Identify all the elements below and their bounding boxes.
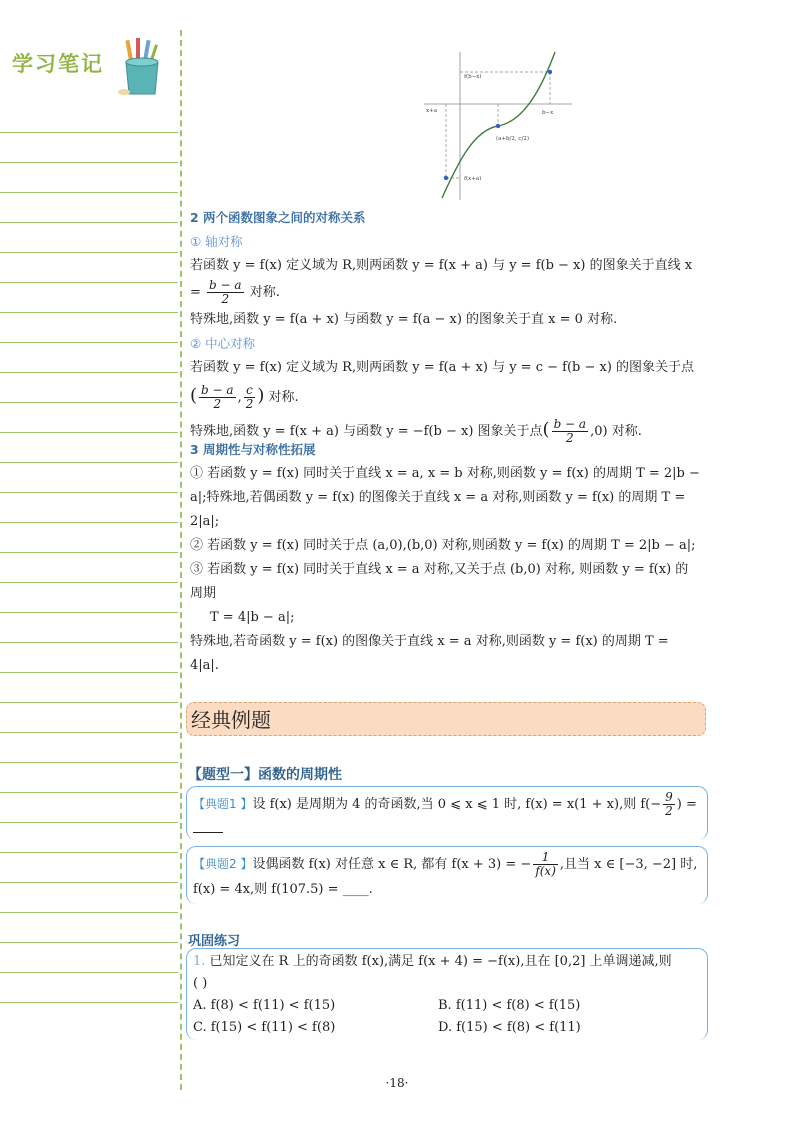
question-type-heading: 【题型一】函数的周期性 [188, 767, 342, 783]
fraction-num: b − a [201, 383, 234, 397]
question-text: 已知定义在 R 上的奇函数 f(x),满足 f(x + 4) = −f(x),且在 [0,2] 上单调递减,则 [209, 954, 672, 969]
option-a[interactable]: A. f(8) < f(11) < f(15) [193, 998, 336, 1013]
option-d[interactable]: D. f(15) < f(8) < f(11) [438, 1020, 581, 1035]
symmetry-graph [420, 48, 576, 204]
graph-label-left: x+a [426, 108, 437, 114]
fraction-den: 2 [221, 292, 230, 306]
period-line-9: 4|a|. [190, 658, 219, 673]
period-line-6: 周期 [190, 586, 217, 601]
fraction-den: f(x) [535, 864, 556, 878]
fraction-num: b − a [553, 417, 587, 431]
fraction-num: 9 [665, 790, 673, 804]
example-2-line-2: f(x) = 4x,则 f(107.5) = ____. [193, 882, 373, 897]
practice-heading: 巩固练习 [188, 934, 241, 949]
center-tail: 对称. [264, 390, 299, 405]
axis-line-1: 若函数 y = f(x) 定义域为 R,则两函数 y = f(x + a) 与 y = f(b − x) 的图象关于直线 x [190, 258, 693, 273]
fraction [244, 384, 256, 411]
examples-banner: 经典例题 [186, 702, 706, 736]
period-line-3: 2|a|; [190, 514, 220, 529]
period-line-5: ③ 若函数 y = f(x) 同时关于直线 x = a 对称,又关于点 (b,0) 对称, 则函数 y = f(x) 的 [190, 562, 689, 577]
pen-cup-icon [118, 38, 168, 98]
fraction-den: 2 [566, 431, 574, 445]
axis-line-3: 特殊地,函数 y = f(a + x) 与函数 y = f(a − x) 的图象关于直 x = 0 对称. [190, 312, 618, 327]
center-line-3-text: 特殊地,函数 y = f(x + a) 与函数 y = −f(b − x) 图象关于点 [190, 424, 543, 439]
option-b[interactable]: B. f(11) < f(8) < f(15) [438, 998, 581, 1013]
graph-label-right: b−x [542, 110, 554, 116]
center-line-1: 若函数 y = f(x) 定义域为 R,则两函数 y = f(a + x) 与 y = c − f(b − x) 的图象关于点 [190, 360, 695, 375]
example-1-label: 【典题1 】 [193, 797, 253, 811]
section-2-title: 2 两个函数图象之间的对称关系 [190, 210, 366, 225]
center-line-3: 特殊地,函数 y = f(x + a) 与函数 y = −f(b − x) 图象关于点( $\frac{b - a}{2}$ ,0) 对称. [190, 417, 642, 445]
fraction-num: 1 [533, 851, 558, 865]
graph-label-mid: (a+b/2, c/2) [496, 136, 529, 142]
answer-blank[interactable] [193, 818, 223, 833]
period-line-4: ② 若函数 y = f(x) 同时关于点 (a,0),(b,0) 对称,则函数 y = f(x) 的周期 T = 2|b − a|; [190, 538, 696, 553]
example-2-label: 【典题2 】 [193, 857, 253, 871]
fraction-den: 2 [665, 804, 673, 818]
axis-line-2 [190, 278, 710, 308]
axis-symmetry-head: ① 轴对称 [190, 234, 243, 249]
example-1 [186, 786, 708, 840]
period-line-8: 特殊地,若奇函数 y = f(x) 的图像关于直线 x = a 对称,则函数 y = f(x) 的周期 T = [190, 634, 669, 649]
graph-label-bottom: f(x+a) [464, 176, 482, 182]
practice-question-1 [186, 948, 708, 1040]
fraction-den: 2 [213, 397, 222, 411]
fraction [663, 791, 675, 818]
section-3 [190, 438, 710, 678]
center-line-2: ( $\frac{b - a}{2}$ , $\frac{c}{2}$ ) 对称. [190, 383, 299, 411]
axis-tail: 对称. [245, 285, 280, 300]
graph-label-top: f(b−x) [464, 74, 482, 80]
axis-eq: = [190, 285, 206, 300]
fraction-num: c [244, 384, 256, 398]
fraction [533, 851, 558, 878]
page-number: ·18· [385, 1076, 409, 1090]
fraction-den: 2 [245, 397, 254, 411]
example-2 [186, 846, 708, 904]
period-line-7: T = 4|b − a|; [210, 610, 295, 625]
fraction-num: b − a [209, 278, 242, 292]
center-line-3-tail: ,0) 对称. [590, 424, 642, 439]
example-2-text: 设偶函数 f(x) 对任意 x ∈ R, 都有 f(x + 3) = − [252, 857, 532, 872]
section-3-title: 3 周期性与对称性拓展 [190, 442, 316, 457]
question-bracket: ( ) [193, 976, 208, 991]
fraction [199, 384, 236, 411]
example-1-tail: ) = [676, 797, 697, 812]
option-c[interactable]: C. f(15) < f(11) < f(8) [193, 1020, 336, 1035]
notes-title: 学习笔记 [12, 52, 104, 76]
example-2-text-post: ,且当 x ∈ [−3, −2] 时, [559, 857, 698, 872]
period-line-1: ① 若函数 y = f(x) 同时关于直线 x = a, x = b 对称,则函数 y = f(x) 的周期 T = 2|b − [190, 466, 700, 481]
fraction [207, 279, 244, 306]
question-number: 1. [193, 954, 206, 969]
center-symmetry-head: ② 中心对称 [190, 336, 256, 351]
section-2 [190, 206, 710, 448]
period-line-2: a|;特殊地,若偶函数 y = f(x) 的图像关于直线 x = a 对称,则函数 y = f(x) 的周期 T = [190, 490, 686, 505]
margin-divider [180, 30, 182, 1090]
example-1-text: 设 f(x) 是周期为 4 的奇函数,当 0 ⩽ x ⩽ 1 时, f(x) = x(1 + x),则 f(− [252, 797, 662, 812]
